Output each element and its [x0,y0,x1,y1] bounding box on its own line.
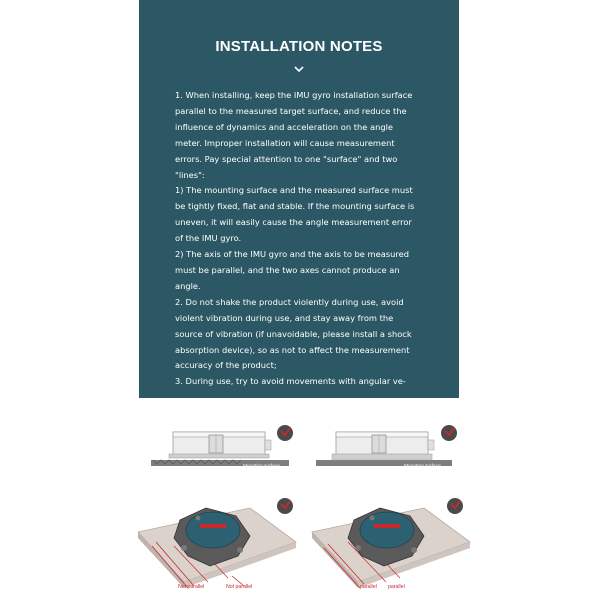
note-line: of the IMU gyro. [175,233,242,244]
chevron-down-icon [293,64,305,74]
correct-mark-icon [447,498,463,514]
parallel-label: parallel [388,584,405,590]
note-line: 2. Do not shake the product violently during use, avoid [175,296,404,307]
note-line: angle. [175,280,201,291]
uneven-surface-figure [145,418,305,473]
axis-parallel-figure [302,490,472,594]
note-line: be tightly fixed, flat and stable. If the mounting surface is [175,201,415,212]
note-line: absorption device), so as not to affect the measurement [175,344,410,355]
note-line: "lines": [175,169,205,180]
installation-notes-panel [139,0,459,398]
note-line: violent vibration during use, and stay away from the [175,312,394,323]
mounting-surface-label: Mounting surface [404,464,441,469]
note-line: 3. During use, try to avoid movements with angular ve- [175,376,406,387]
wrong-mark-icon [277,425,293,441]
note-line: meter. Improper installation will cause measurement [175,137,395,148]
note-line: errors. Pay special attention to one "surface" and two [175,153,398,164]
note-line: uneven, it will easily cause the angle measurement error [175,217,412,228]
notes-text [175,88,425,390]
not-parallel-label: Not parallel [226,584,253,590]
imu-device-side [169,432,271,458]
page-title: INSTALLATION NOTES [215,38,383,55]
flat-surface-figure [312,418,472,473]
note-line: accuracy of the product; [175,360,277,371]
note-line: parallel to the measured target surface, and reduce the [175,105,407,116]
parallel-label: parallel [360,584,377,590]
note-line: 2) The axis of the IMU gyro and the axis to be measured [175,249,409,260]
imu-device-side [332,432,434,460]
axis-not-parallel-figure [128,490,298,594]
mounting-surface-label: Mounting surface [243,464,280,469]
correct-mark-icon [441,425,457,441]
note-line: influence of dynamics and acceleration on the angle [175,121,394,132]
note-line: must be parallel, and the two axes cannot produce an [175,264,400,275]
note-line: source of vibration (if unavoidable, please install a shock [175,328,412,339]
not-parallel-label: Not parallel [178,584,205,590]
wrong-mark-icon [277,498,293,514]
note-line: 1. When installing, keep the IMU gyro installation surface [175,90,413,100]
note-line: 1) The mounting surface and the measured surface must [175,185,413,196]
